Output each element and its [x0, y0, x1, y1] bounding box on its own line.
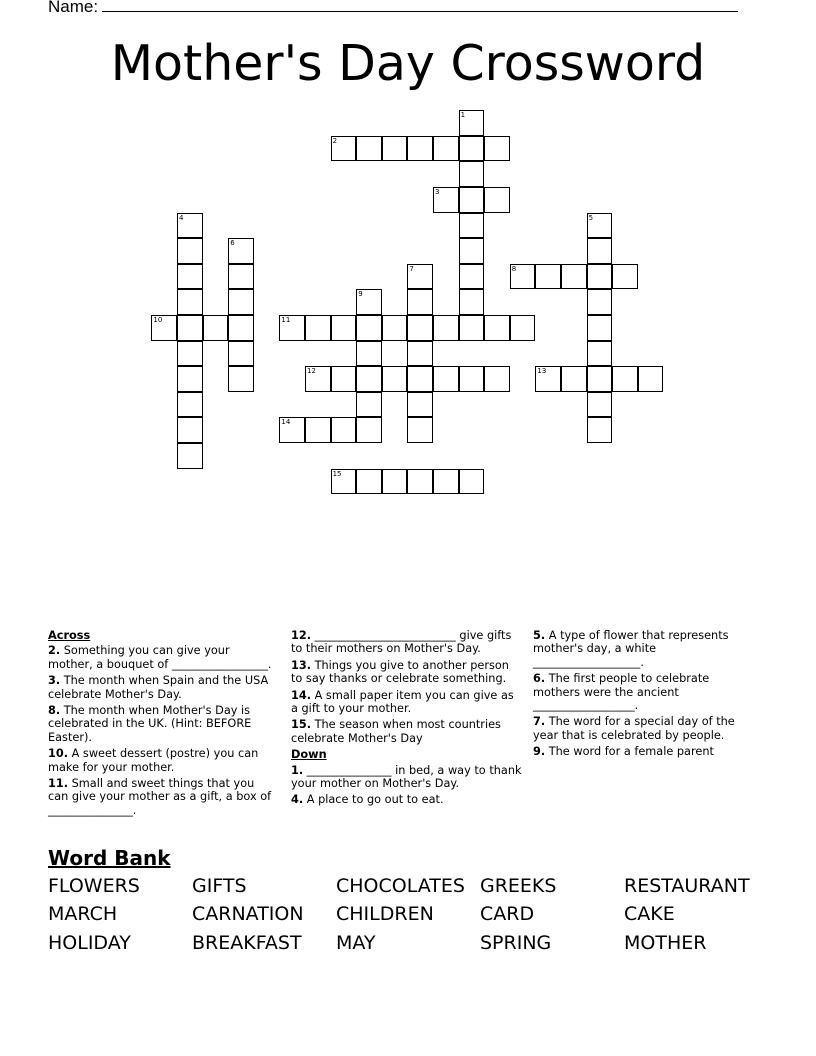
clue-number: 12: [307, 367, 316, 376]
word-bank-item: CARNATION: [192, 903, 304, 925]
grid-cell[interactable]: [459, 161, 485, 187]
down-clue: [533, 715, 757, 742]
grid-cell[interactable]: [356, 341, 382, 367]
clue-text: The season when most countries celebrate Mother's Day: [291, 718, 501, 745]
clue-text: The word for a special day of the year that is celebrated by people.: [533, 715, 735, 742]
clue-text: The month when Spain and the USA celebrate Mother's Day.: [48, 674, 269, 701]
word-bank-item: SPRING: [480, 932, 552, 954]
clue-number: 11: [281, 316, 291, 324]
clue-number: 6.: [533, 672, 546, 686]
grid-cell[interactable]: [177, 366, 203, 392]
grid-cell[interactable]: [305, 366, 331, 392]
grid-cell[interactable]: [459, 264, 485, 290]
clue-number: 5.: [533, 629, 546, 642]
grid-cell[interactable]: [331, 366, 357, 392]
clue-text: Small and sweet things that you can give your mother as a gift, a box of _______________.: [48, 777, 272, 817]
grid-cell[interactable]: [433, 315, 459, 341]
grid-cell[interactable]: [407, 315, 433, 341]
word-bank-item: GIFTS: [192, 875, 247, 897]
grid-cell[interactable]: [356, 289, 382, 315]
grid-cell[interactable]: [382, 469, 408, 495]
grid-cell[interactable]: [228, 366, 254, 392]
clue-number: 3.: [48, 674, 61, 688]
clue-number: 2.: [48, 644, 61, 658]
grid-cell[interactable]: [433, 187, 459, 213]
grid-cell[interactable]: [459, 213, 485, 239]
grid-cell[interactable]: [484, 136, 510, 162]
grid-cell[interactable]: [638, 366, 664, 392]
grid-cell[interactable]: [177, 417, 203, 443]
clue-number: 2: [332, 136, 338, 145]
grid-cell[interactable]: [459, 289, 485, 315]
name-label: Name:: [48, 0, 99, 16]
grid-cell[interactable]: [587, 341, 613, 367]
grid-cell[interactable]: [407, 417, 433, 443]
grid-cell[interactable]: [382, 315, 408, 341]
grid-cell[interactable]: [535, 264, 561, 290]
grid-cell[interactable]: [407, 289, 433, 315]
grid-cell[interactable]: [612, 366, 638, 392]
grid-cell[interactable]: [331, 136, 357, 162]
across-clue: [291, 629, 523, 656]
word-bank-item: FLOWERS: [48, 875, 140, 897]
grid-cell[interactable]: [433, 469, 459, 495]
grid-cell[interactable]: [561, 264, 587, 290]
grid-cell[interactable]: [407, 469, 433, 495]
down-clue: [291, 764, 523, 791]
grid-cell[interactable]: [561, 366, 587, 392]
clue-number: 15: [332, 469, 342, 478]
grid-cell[interactable]: [459, 238, 485, 264]
clue-number: 4.: [291, 793, 304, 807]
grid-cell[interactable]: [177, 238, 203, 264]
clue-text: The word for a female parent: [548, 745, 714, 759]
clue-number: 13: [537, 367, 547, 376]
page-title: Mother's Day Crossword: [110, 35, 706, 92]
grid-cell[interactable]: [331, 469, 357, 495]
word-bank-item: MAY: [336, 932, 376, 954]
across-clue: [291, 659, 523, 686]
grid-cell[interactable]: [382, 136, 408, 162]
clues-heading: Down: [291, 748, 327, 762]
grid-cell[interactable]: [177, 289, 203, 315]
clues-heading: Across: [48, 629, 91, 642]
grid-cell[interactable]: [459, 110, 485, 136]
across-clue: [291, 718, 523, 745]
clue-text: A sweet dessert (postre) you can make for your mother.: [48, 747, 259, 774]
clue-number: 8: [511, 264, 517, 273]
grid-cell[interactable]: [356, 469, 382, 495]
grid-cell[interactable]: [331, 315, 357, 341]
grid-cell[interactable]: [407, 136, 433, 162]
grid-cell[interactable]: [228, 289, 254, 315]
down-clue: [533, 745, 757, 758]
grid-cell[interactable]: [484, 366, 510, 392]
clue-number: 8.: [48, 704, 61, 718]
crossword-grid: [0, 0, 816, 520]
clue-text: A small paper item you can give as a gift to your mother.: [291, 688, 514, 716]
grid-cell[interactable]: [459, 366, 485, 392]
clue-text: The first people to celebrate mothers were the ancient __________________.: [533, 672, 710, 713]
word-bank-item: CHOCOLATES: [336, 875, 465, 897]
grid-cell[interactable]: [305, 315, 331, 341]
grid-cell[interactable]: [433, 366, 459, 392]
clue-number: 3: [435, 188, 440, 196]
grid-cell[interactable]: [484, 187, 510, 213]
across-clue: [48, 644, 276, 671]
grid-cell[interactable]: [356, 136, 382, 162]
grid-cell[interactable]: [459, 187, 485, 213]
clues-column-3: [533, 629, 757, 762]
grid-cell[interactable]: [587, 392, 613, 418]
grid-cell[interactable]: [279, 315, 305, 341]
grid-cell[interactable]: [228, 264, 254, 290]
grid-cell[interactable]: [587, 238, 613, 264]
grid-cell[interactable]: [305, 417, 331, 443]
clue-text: Things you give to another person to say thanks or celebrate something.: [291, 658, 509, 686]
down-clue: [291, 793, 523, 806]
grid-cell[interactable]: [177, 315, 203, 341]
word-bank-title: Word Bank: [48, 846, 171, 870]
grid-cell[interactable]: [587, 289, 613, 315]
word-bank-item: GREEKS: [480, 875, 557, 897]
grid-cell[interactable]: [177, 341, 203, 367]
grid-cell[interactable]: [407, 264, 433, 290]
grid-cell[interactable]: [177, 392, 203, 418]
word-bank-item: CAKE: [624, 903, 675, 925]
grid-cell[interactable]: [356, 417, 382, 443]
clue-number: 12.: [291, 629, 312, 642]
clue-number: 10.: [48, 747, 69, 761]
word-bank-item: CHILDREN: [336, 903, 434, 925]
grid-cell[interactable]: [612, 264, 638, 290]
down-clue: [533, 629, 757, 669]
grid-cell[interactable]: [356, 392, 382, 418]
grid-cell[interactable]: [484, 315, 510, 341]
grid-cell[interactable]: [510, 315, 536, 341]
grid-cell[interactable]: [407, 341, 433, 367]
grid-cell[interactable]: [535, 366, 561, 392]
clue-number: 7: [409, 264, 414, 273]
word-bank-item: CARD: [480, 903, 535, 925]
grid-cell[interactable]: [151, 315, 177, 341]
grid-cell[interactable]: [407, 392, 433, 418]
clue-number: 6: [230, 239, 235, 248]
grid-cell[interactable]: [228, 238, 254, 264]
clue-number: 14: [281, 418, 291, 427]
word-bank-item: MOTHER: [624, 932, 707, 954]
across-clue: [48, 747, 276, 774]
down-clue: [533, 672, 757, 712]
grid-cell[interactable]: [177, 264, 203, 290]
grid-cell[interactable]: [587, 264, 613, 290]
clue-number: 7.: [533, 715, 546, 729]
clue-number: 11.: [48, 777, 69, 791]
grid-cell[interactable]: [407, 366, 433, 392]
grid-cell[interactable]: [459, 315, 485, 341]
grid-cell[interactable]: [587, 213, 613, 239]
across-clue: [48, 704, 276, 744]
clue-text: _______________ in bed, a way to thank your mother on Mother's Day.: [291, 763, 522, 791]
word-bank-item: HOLIDAY: [48, 932, 131, 954]
clue-number: 4: [179, 213, 184, 222]
grid-cell[interactable]: [510, 264, 536, 290]
grid-cell[interactable]: [177, 443, 203, 469]
clue-text: A type of flower that represents mother's day, a white ___________________.: [533, 629, 729, 669]
grid-cell[interactable]: [587, 315, 613, 341]
clue-number: 5: [588, 213, 594, 222]
grid-cell[interactable]: [203, 315, 229, 341]
grid-cell[interactable]: [433, 136, 459, 162]
clue-number: 14.: [291, 688, 312, 702]
word-bank-item: RESTAURANT: [624, 875, 750, 897]
clues-column-2: [291, 629, 523, 810]
grid-cell[interactable]: [279, 417, 305, 443]
grid-cell[interactable]: [587, 366, 613, 392]
grid-cell[interactable]: [459, 469, 485, 495]
grid-cell[interactable]: [228, 315, 254, 341]
grid-cell[interactable]: [331, 417, 357, 443]
grid-cell[interactable]: [177, 213, 203, 239]
grid-cell[interactable]: [382, 366, 408, 392]
word-bank-item: MARCH: [48, 903, 118, 925]
grid-cell[interactable]: [228, 341, 254, 367]
grid-cell[interactable]: [356, 315, 382, 341]
grid-cell[interactable]: [459, 136, 485, 162]
clue-number: 13.: [291, 658, 312, 672]
word-bank-item: BREAKFAST: [192, 932, 302, 954]
across-clue: [48, 674, 276, 701]
clues-column-1: [48, 629, 276, 820]
clue-number: 9: [358, 290, 363, 299]
clue-text: _________________________ give gifts to their mothers on Mother's Day.: [291, 629, 512, 656]
clue-text: The month when Mother's Day is celebrated in the UK. (Hint: BEFORE Easter).: [48, 704, 252, 744]
clue-text: A place to go out to eat.: [306, 793, 444, 807]
clue-number: 10: [153, 316, 163, 324]
grid-cell[interactable]: [356, 366, 382, 392]
across-clue: [291, 689, 523, 716]
grid-cell[interactable]: [587, 417, 613, 443]
clue-number: 1.: [291, 763, 304, 777]
across-clue: [48, 777, 276, 817]
clue-number: 1: [460, 111, 466, 120]
clue-number: 15.: [291, 718, 312, 732]
clue-number: 9.: [533, 745, 546, 759]
clue-text: Something you can give your mother, a bouquet of _________________.: [48, 644, 272, 671]
